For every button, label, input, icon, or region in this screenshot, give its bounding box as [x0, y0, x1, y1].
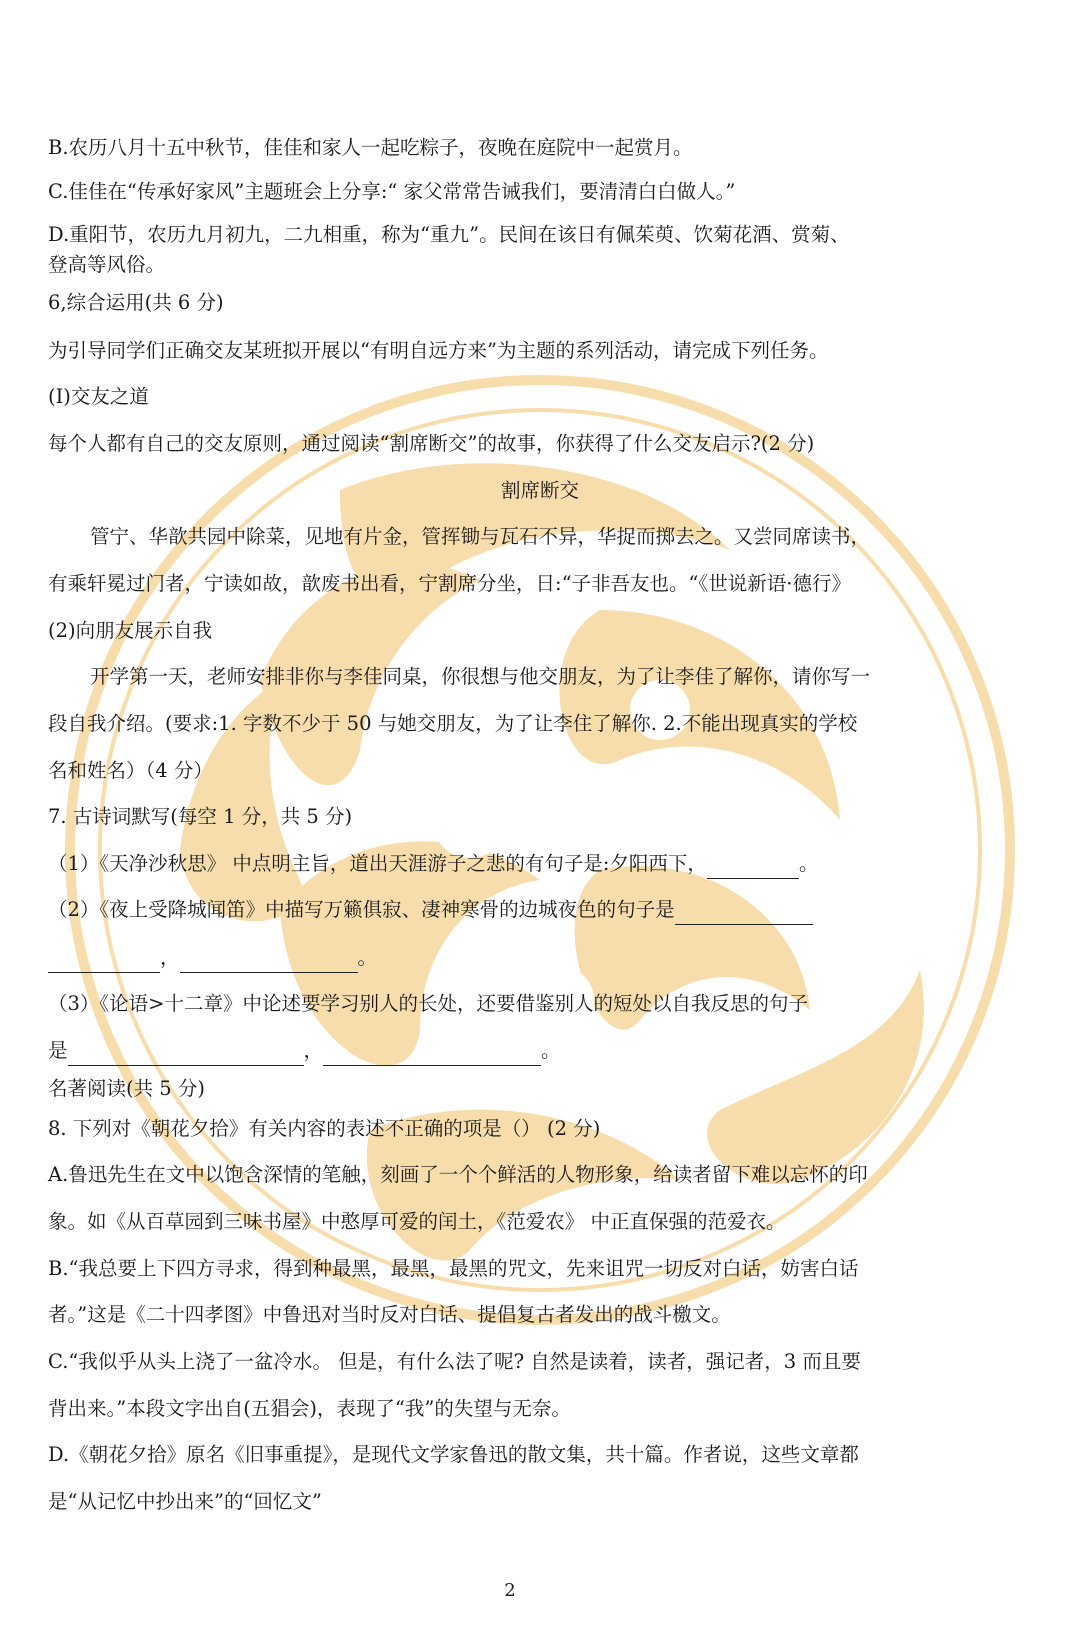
task-2-prompt-line-3: 名和姓名）（4 分）: [48, 759, 213, 782]
poem-item-2-continued: [48, 943, 377, 973]
answer-blank[interactable]: [707, 856, 799, 879]
q8-option-c-line-1: C.“我似乎从头上浇了一盆冷水。 但是，有什么法了呢? 自然是读着，读者，强记者，3 而且要: [48, 1350, 861, 1373]
comma-mark: ，: [160, 946, 180, 969]
option-d-line: D.重阳节，农历九月初九，二九相重，称为“重九”。民间在该日有佩茱萸、饮菊花酒、赏菊、: [48, 223, 850, 246]
classics-reading-heading: 名著阅读(共 5 分): [48, 1077, 206, 1100]
period-mark: 。: [357, 946, 378, 969]
task-1-heading: (I)交友之道: [48, 385, 149, 408]
q8-option-d-line-1: D.《朝花夕拾》原名《旧事重提》，是现代文学家鲁迅的散文集，共十篇。作者说，这些文章都: [48, 1443, 859, 1466]
poem-item-1: [48, 849, 818, 879]
answer-blank[interactable]: [675, 902, 813, 925]
task-2-heading: (2)向朋友展示自我: [48, 619, 213, 642]
comma-mark: ，: [303, 1039, 324, 1062]
question-6-heading: 6,综合运用(共 6 分): [48, 291, 224, 314]
poem-item-2: [48, 895, 813, 925]
answer-blank[interactable]: [323, 1043, 541, 1066]
q8-option-a-line-1: A.鲁迅先生在文中以饱含深情的笔触，刻画了一个个鲜活的人物形象，给读者留下难以忘怀的印: [48, 1163, 868, 1186]
period-mark: 。: [541, 1039, 561, 1062]
passage-line-2: 有乘轩冕过门者，宁读如故，歆废书出看，宁割席分坐，日:“子非吾友也。“《世说新语·德行》: [48, 572, 851, 595]
option-b-line: B.农历八月十五中秋节，佳佳和家人一起吃粽子，夜晚在庭院中一起赏月。: [48, 136, 693, 159]
question-6-intro: 为引导同学们正确交友某班拟开展以“有明自远方来”为主题的系列活动，请完成下列任务。: [48, 339, 829, 362]
answer-blank[interactable]: [48, 950, 160, 973]
period-mark: 。: [798, 852, 819, 875]
answer-blank[interactable]: [68, 1043, 304, 1066]
task-1-prompt: 每个人都有自己的交友原则，通过阅读“割席断交”的故事，你获得了什么交友启示?(2 分): [48, 432, 815, 455]
page-number: 2: [504, 1580, 516, 1601]
task-2-prompt-line-1: 开学第一天，老师安排非你与李佳同桌，你很想与他交朋友，为了让李佳了解你，请你写一: [90, 665, 871, 688]
poem-item-3-lead: 是: [48, 1039, 68, 1062]
q8-option-c-line-2: 背出来。”本段文字出自(五猖会)，表现了“我”的失望与无奈。: [48, 1397, 571, 1420]
option-c-line: C.佳佳在“传承好家风”主题班会上分享:“ 家父常常告诫我们，要清清白白做人。”: [48, 180, 736, 203]
question-7-heading: 7. 古诗词默写(每空 1 分，共 5 分): [48, 805, 353, 828]
q8-option-b-line-1: B.“我总要上下四方寻求，得到种最黑，最黑，最黑的咒文，先来诅咒一切反对白话，妨害白话: [48, 1257, 859, 1280]
answer-blank[interactable]: [180, 950, 358, 973]
option-d-line-continued: 登高等风俗。: [48, 253, 166, 276]
q8-option-a-line-2: 象。如《从百草园到三味书屋》中憨厚可爱的闰土，《范爱农》 中正直保强的范爱衣。: [48, 1210, 786, 1233]
q8-option-b-line-2: 者。”这是《二十四孝图》中鲁迅对当时反对白话、提倡复古者发出的战斗檄文。: [48, 1303, 731, 1326]
passage-title: 割席断交: [500, 479, 579, 502]
poem-item-1-text: （1）《天净沙秋思》 中点明主旨，道出天涯游子之悲的有句子是:夕阳西下，: [48, 852, 707, 875]
passage-line-1: 管宁、华歆共园中除菜，见地有片金，管挥锄与瓦石不异，华捉而掷去之。又尝同席读书，: [90, 525, 871, 548]
task-2-prompt-line-2: 段自我介绍。(要求:1. 字数不少于 50 与她交朋友，为了让李住了解你. 2.不能出现真实的学校: [48, 712, 858, 735]
poem-item-3-continued: [48, 1036, 561, 1066]
question-8-heading: 8. 下列对《朝花夕拾》有关内容的表述不正确的项是（） (2 分): [48, 1117, 601, 1140]
poem-item-2-text: （2）《夜上受降城闻笛》中描写万籁俱寂、凄神寒骨的边城夜色的句子是: [48, 898, 675, 921]
poem-item-3: （3）《论语>十二章》中论述要学习别人的长处，还要借鉴别人的短处以自我反思的句子: [48, 992, 808, 1015]
q8-option-d-line-2: 是“从记忆中抄出来”的“回忆文”: [48, 1490, 322, 1513]
